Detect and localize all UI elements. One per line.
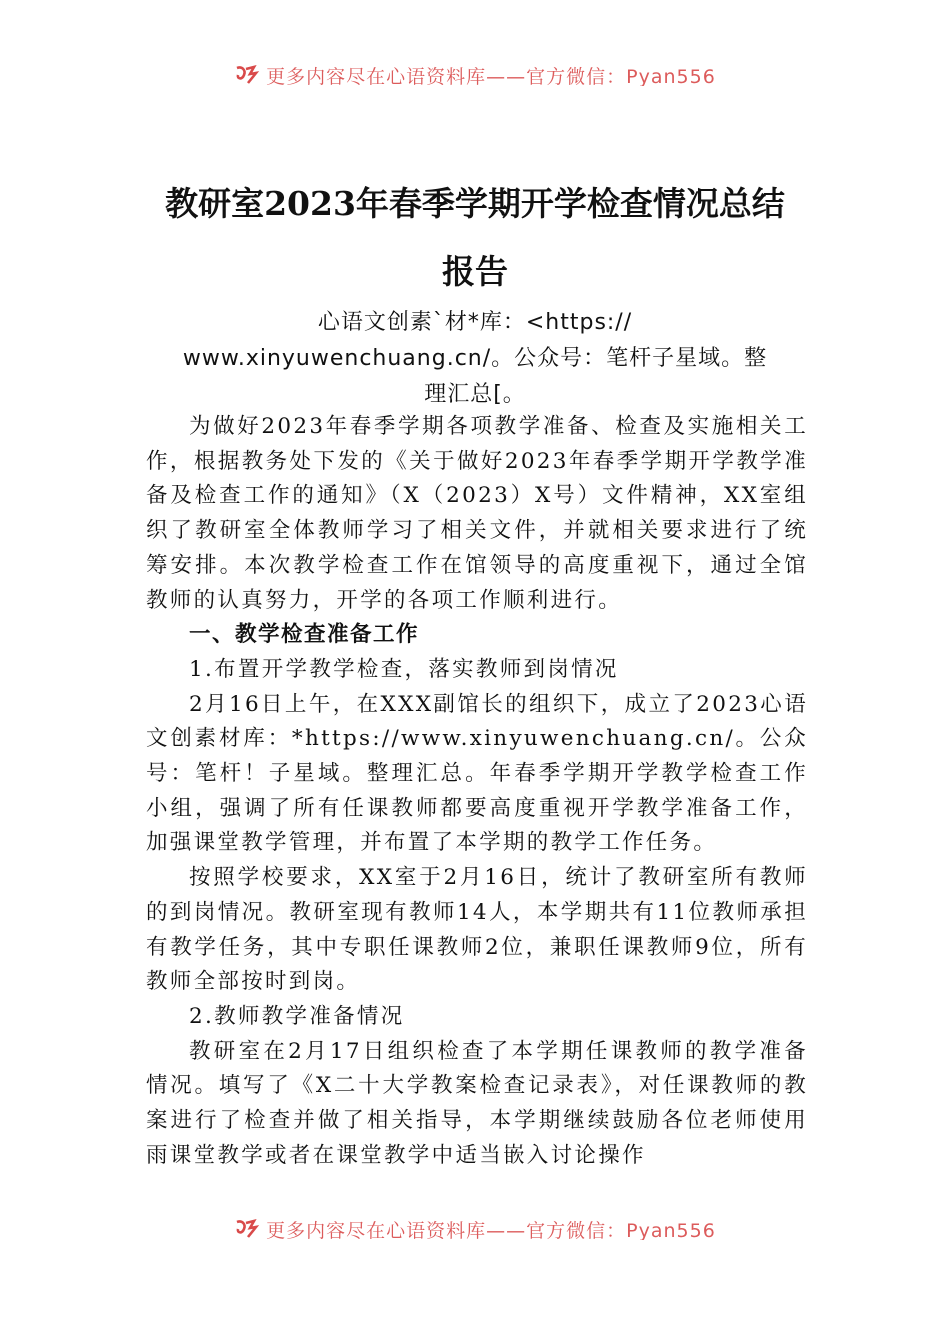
source-note [146,305,804,413]
watermark-text: 更多内容尽在心语资料库——官方微信：Pyan556 [266,1219,716,1240]
intro-paragraph: 为做好2023年春季学期各项教学准备、检查及实施相关工作，根据教务处下发的《关于做好2023年春季学期开学教学准备及检查工作的通知》（X（2023）X号）文件精神，XX室组织了教研室全体教师学习了相关文件，并就相关要求进行了统筹安排。本次教学检查工作在馆领导的高度重视下，通过全馆教师的认真努力，开学的各项工作顺利进行。 [146,414,808,613]
source-note-line-1: 心语文创素`材*库：<https:// [317,310,633,335]
subsection-heading-1: 1.布置开学教学检查，落实教师到岗情况 [189,656,619,682]
document-body [146,410,808,1173]
subsection-heading-2: 2.教师教学准备情况 [189,1003,405,1029]
footer-watermark-banner [0,1206,950,1240]
paragraph-setup: 2月16日上午，在XXX副馆长的组织下，成立了2023心语文创素材库：*https://www.xinyuwenchuang.cn/。公众号：笔杆！子星域。整理汇总。年春季学期开学教学检查工作小组，强调了所有任课教师都要高度重视开学教学准备工作，加强课堂教学管理，并布置了本学期的教学工作任务。 [146,691,808,856]
source-note-line-3: 理汇总[。 [424,382,526,407]
source-note-line-2: www.xinyuwenchuang.cn/。公众号：笔杆子星域。整 [182,346,768,371]
watermark-text: 更多内容尽在心语资料库——官方微信：Pyan556 [266,65,716,86]
brand-logo-icon [234,1218,260,1240]
section-heading-1: 一、教学检查准备工作 [189,622,420,648]
paragraph-preparation: 教研室在2月17日组织检查了本学期任课教师的教学准备情况。填写了《X二十大学教案检查记录表》，对任课教师的教案进行了检查并做了相关指导，本学期继续鼓励各位老师使用雨课堂教学或者在课堂教学中适当嵌入讨论操作 [146,1038,808,1168]
document-title-line-1: 教研室2023年春季学期开学检查情况总结 [165,184,785,223]
document-title-line-2: 报告 [442,252,508,291]
header-watermark-banner [0,52,950,86]
brand-logo-icon [234,64,260,86]
paragraph-attendance: 按照学校要求，XX室于2月16日，统计了教研室所有教师的到岗情况。教研室现有教师14人，本学期共有11位教师承担有教学任务，其中专职任课教师2位，兼职任课教师9位，所有教师全部按时到岗。 [146,865,808,995]
